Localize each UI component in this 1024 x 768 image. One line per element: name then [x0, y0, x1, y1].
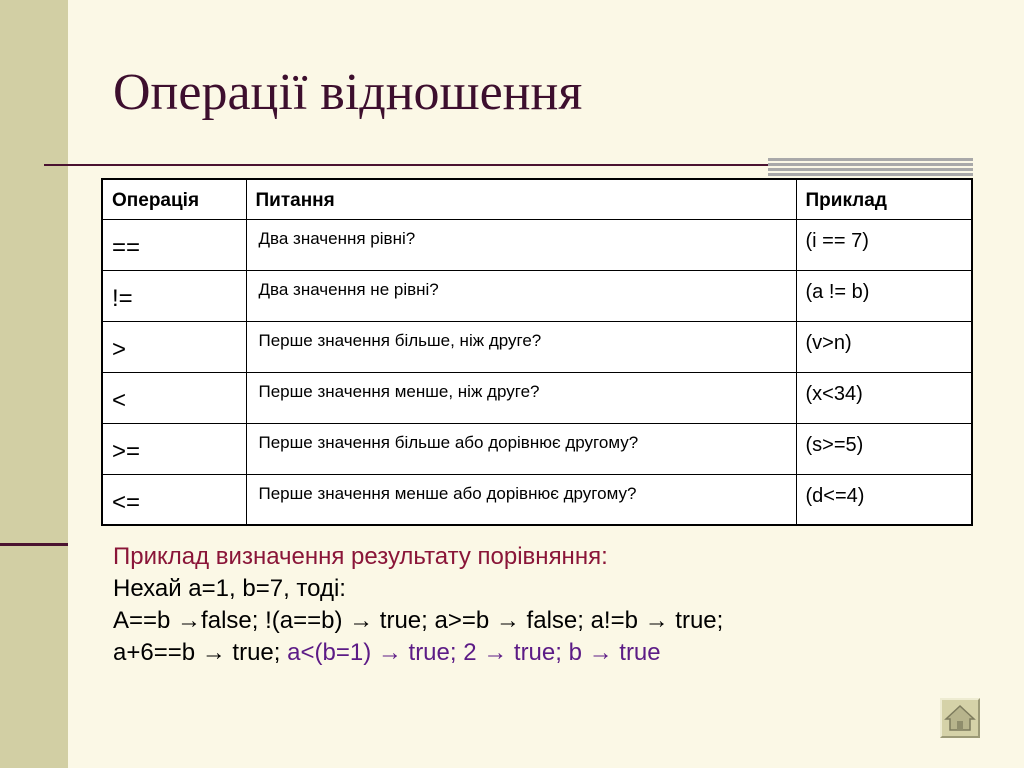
header-operation: Операція: [102, 179, 246, 219]
header-question: Питання: [246, 179, 796, 219]
row-operator: >: [102, 321, 246, 372]
slide-title: Операції відношення: [113, 64, 583, 121]
row-question: Перше значення більше або дорівнює другому?: [246, 423, 796, 474]
row-example: (s>=5): [796, 423, 972, 474]
row-example: (v>n): [796, 321, 972, 372]
row-question: Перше значення менше або дорівнює другому?: [246, 474, 796, 525]
table-row: [102, 219, 972, 270]
row-example: (x<34): [796, 372, 972, 423]
row-operator: ==: [102, 219, 246, 270]
row-question: Перше значення менше, ніж друге?: [246, 372, 796, 423]
notes-line-3: [113, 637, 723, 669]
table-header-row: [102, 179, 972, 219]
home-button[interactable]: [940, 698, 980, 738]
row-operator: >=: [102, 423, 246, 474]
table-row: [102, 321, 972, 372]
row-example: (d<=4): [796, 474, 972, 525]
side-band-divider: [0, 543, 68, 546]
table-row: [102, 474, 972, 525]
table-row: [102, 270, 972, 321]
row-example: (a != b): [796, 270, 972, 321]
notes-line-3-part: a+6==b → true;: [113, 639, 288, 666]
header-example: Приклад: [796, 179, 972, 219]
home-icon: [942, 700, 978, 736]
row-example: (i == 7): [796, 219, 972, 270]
row-operator: <: [102, 372, 246, 423]
side-band: [0, 0, 68, 768]
row-question: Перше значення більше, ніж друге?: [246, 321, 796, 372]
notes-line-3-highlight: a<(b=1) → true; 2 → true; b → true: [287, 639, 661, 666]
notes-line-2: A==b →false; !(a==b) → true; a>=b → false; a!=b → true;: [113, 607, 724, 634]
row-operator: !=: [102, 270, 246, 321]
row-question: Два значення не рівні?: [246, 270, 796, 321]
row-question: Два значення рівні?: [246, 219, 796, 270]
row-operator: <=: [102, 474, 246, 525]
table-row: [102, 372, 972, 423]
decorative-stripes: [768, 158, 973, 178]
table-row: [102, 423, 972, 474]
notes-heading: Приклад визначення результату порівняння:: [113, 543, 608, 570]
operators-table: [101, 178, 973, 526]
notes-line-1: Нехай a=1, b=7, тоді:: [113, 575, 346, 602]
example-notes: [113, 541, 723, 669]
